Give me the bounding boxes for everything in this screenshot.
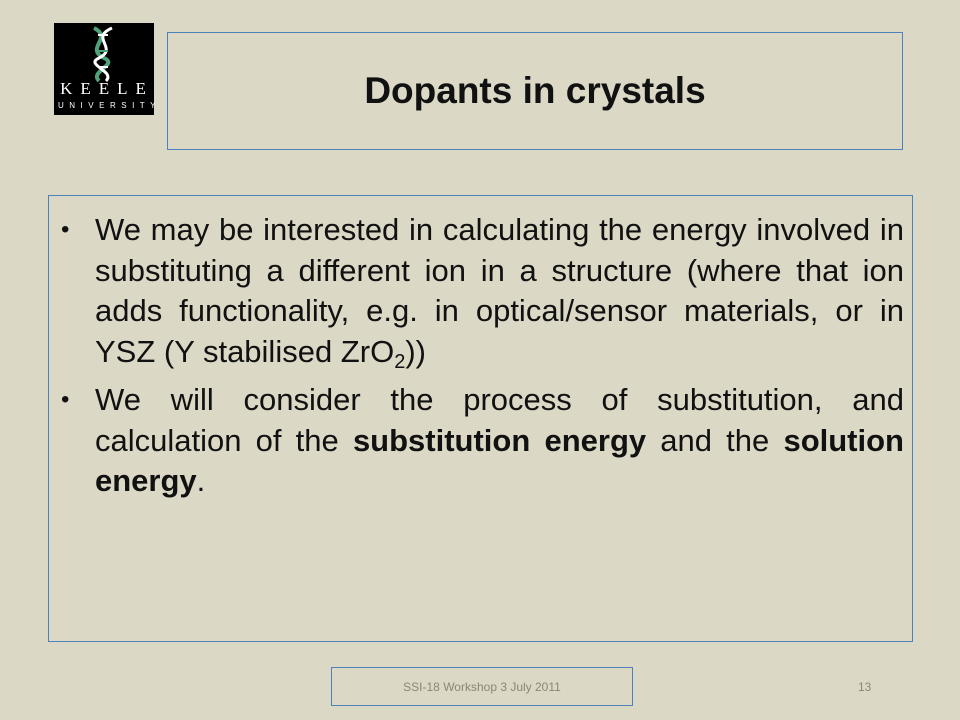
content-placeholder [48, 195, 913, 642]
footer [331, 667, 633, 706]
subscript: 2 [394, 350, 406, 373]
bullet-text: We will consider the process of substitution, and calculation of the [95, 382, 904, 458]
page-number: 13 [858, 680, 872, 694]
logo-subtitle: UNIVERSITY [58, 101, 162, 110]
dna-helix-icon [54, 23, 154, 83]
bullet-text: . [196, 463, 206, 498]
footer-text: SSI-18 Workshop 3 July 2011 [403, 679, 561, 694]
bullet-text: and the [646, 422, 784, 458]
title-placeholder [167, 32, 903, 150]
bullet-item [59, 380, 904, 502]
bold-term: substitution energy [352, 422, 647, 458]
bullet-dot-icon: • [61, 386, 70, 413]
bullet-text-end: )) [405, 333, 426, 369]
bullet-text: We may be interested in calculating the energy involved in substituting a different ion in a structure (where that ion adds functionality, e.g. in optical/sensor materials, or in YSZ (Y stabilised ZrO [95, 212, 904, 369]
bullet-item [59, 210, 904, 372]
university-logo [54, 23, 162, 115]
bullet-dot-icon: • [61, 216, 70, 243]
logo-name: KEELE [60, 79, 154, 98]
slide-title: Dopants in crystals [364, 70, 706, 111]
bold-term: solution energy [95, 422, 904, 498]
